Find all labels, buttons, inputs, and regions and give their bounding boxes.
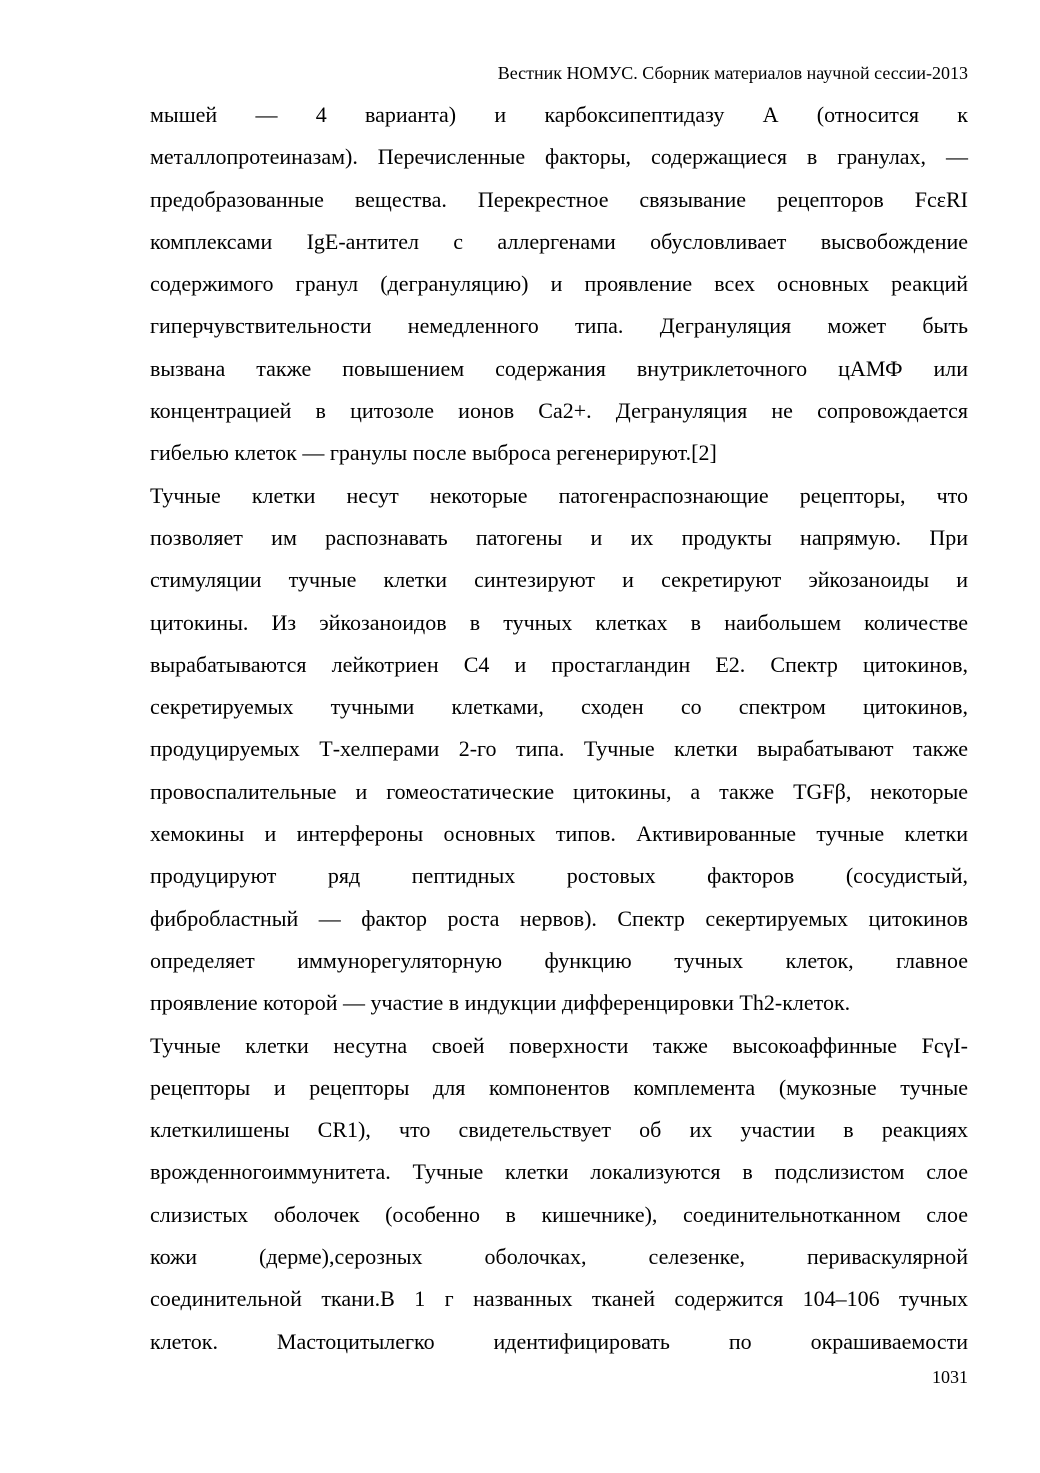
text-line: гибелью клеток — гранулы после выброса регенерируют.[2] — [150, 440, 717, 466]
text-line: стимуляции тучные клетки синтезируют и секретируют эйкозаноиды и — [150, 567, 968, 593]
text-line: цитокины. Из эйкозаноидов в тучных клетках в наибольшем количестве — [150, 609, 968, 635]
text-line: клеток. Мастоцитылегко идентифицировать по окрашиваемости — [150, 1328, 968, 1354]
text-line: концентрацией в цитозоле ионов Ca2+. Дегрануляция не сопровождается — [150, 398, 968, 424]
text-line: комплексами IgE-антител с аллергенами обусловливает высвобождение — [150, 228, 968, 254]
running-header: Вестник НОМУС. Сборник материалов научной сессии-2013 — [497, 63, 968, 83]
page-number: 1031 — [932, 1367, 968, 1387]
text-line: клеткилишены CR1), что свидетельствует об их участии в реакциях — [150, 1117, 968, 1143]
text-line: определяет иммунорегуляторную функцию тучных клеток, главное — [150, 947, 968, 973]
text-line: вырабатываются лейкотриен С4 и простагландин Е2. Спектр цитокинов, — [150, 651, 968, 677]
text-line: содержимого гранул (дегрануляцию) и проявление всех основных реакций — [150, 271, 968, 297]
text-line: металлопротеиназам). Перечисленные факторы, содержащиеся в гранулах, — — [150, 144, 968, 170]
text-line: провоспалительные и гомеостатические цитокины, а также TGFβ, некоторые — [150, 778, 968, 804]
text-line: Тучные клетки несут некоторые патогенраспознающие рецепторы, что — [150, 482, 968, 508]
paragraph-cytokines — [150, 475, 968, 1025]
text-line: рецепторы и рецепторы для компонентов комплемента (мукозные тучные — [150, 1074, 968, 1100]
text-line: предобразованные вещества. Перекрестное связывание рецепторов FcεRI — [150, 186, 968, 212]
text-line: гиперчувствительности немедленного типа. Дегрануляция может быть — [150, 313, 968, 339]
text-line: хемокины и интерфероны основных типов. Активированные тучные клетки — [150, 821, 968, 847]
text-line: слизистых оболочек (особенно в кишечнике), соединительнотканном слое — [150, 1201, 968, 1227]
body-text — [150, 94, 968, 1363]
text-line: соединительной ткани.В 1 г названных тканей содержится 104–106 тучных — [150, 1286, 968, 1312]
text-line: вызвана также повышением содержания внутриклеточного цАМФ или — [150, 355, 968, 381]
text-line: продуцируют ряд пептидных ростовых факторов (сосудистый, — [150, 863, 968, 889]
text-line: мышей — 4 варианта) и карбоксипептидазу А (относится к — [150, 102, 968, 127]
text-line: проявление которой — участие в индукции дифференцировки Th2-клеток. — [150, 990, 851, 1016]
text-line: фибробластный — фактор роста нервов). Спектр секертируемых цитокинов — [150, 905, 968, 931]
text-line: позволяет им распознавать патогены и их продукты напрямую. При — [150, 524, 968, 550]
text-line: секретируемых тучными клетками, сходен со спектром цитокинов, — [150, 694, 968, 720]
text-line: продуцируемых Т-хелперами 2-го типа. Тучные клетки вырабатывают также — [150, 736, 968, 762]
paragraph-degranulation — [150, 94, 968, 475]
text-line: кожи (дерме),серозных оболочках, селезенке, периваскулярной — [150, 1244, 968, 1270]
paragraph-receptors-localization — [150, 1025, 968, 1363]
text-line: Тучные клетки несутна своей поверхности также высокоаффинные FcγI- — [150, 1032, 968, 1058]
text-line: врожденногоиммунитета. Тучные клетки локализуются в подслизистом слое — [150, 1159, 968, 1185]
